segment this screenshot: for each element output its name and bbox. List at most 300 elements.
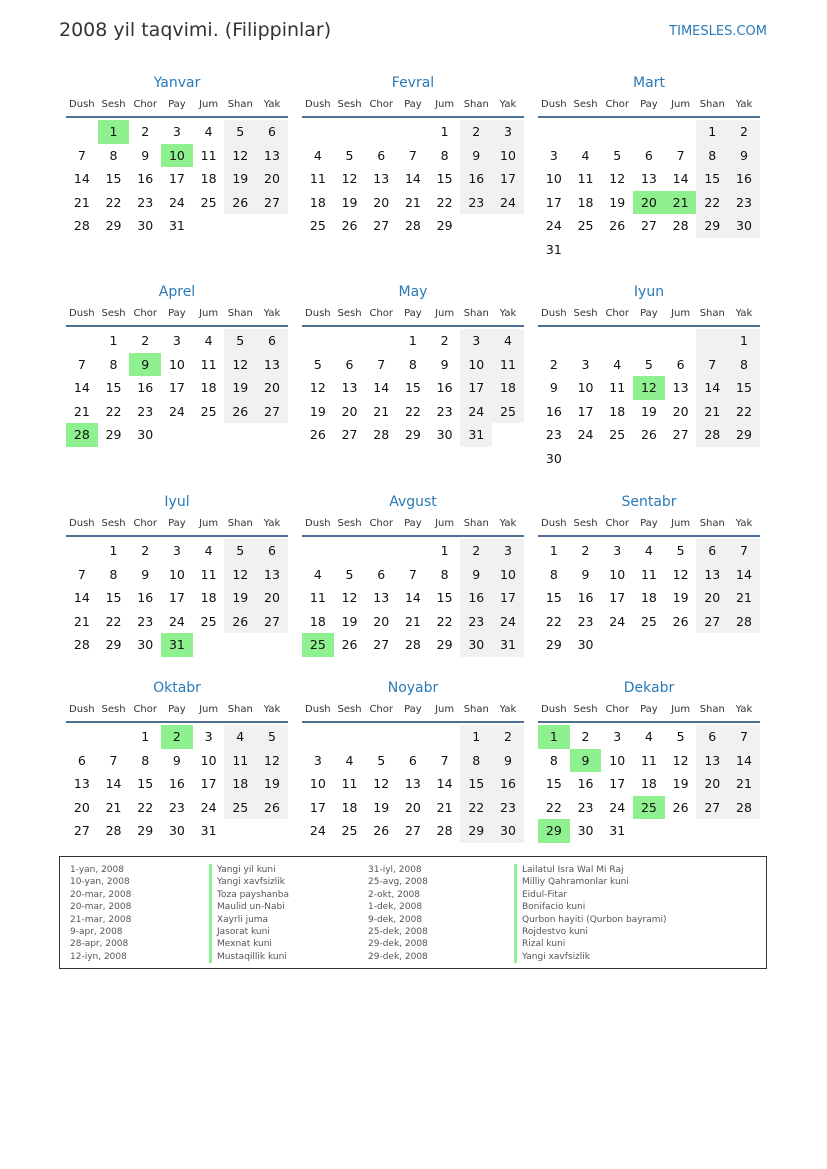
site-link[interactable]: TIMESLES.COM <box>669 24 767 39</box>
day-cell[interactable]: 2 <box>460 120 492 144</box>
day-cell[interactable]: 2 <box>141 124 150 139</box>
day-cell[interactable]: 4 <box>492 329 524 353</box>
day-cell[interactable]: 7 <box>696 353 728 377</box>
day-cell[interactable]: 4 <box>204 333 213 348</box>
day-cell[interactable]: 8 <box>549 752 558 768</box>
day-cell[interactable]: 25 <box>609 427 626 442</box>
day-cell[interactable]: 23 <box>545 427 562 442</box>
day-cell[interactable]: 7 <box>109 752 118 768</box>
day-cell[interactable]: 28 <box>105 823 122 838</box>
day-cell[interactable]: 3 <box>492 120 524 144</box>
day-cell[interactable]: 19 <box>672 590 689 605</box>
day-cell[interactable]: 17 <box>609 590 626 605</box>
day-cell[interactable]: 7 <box>77 356 86 372</box>
day-cell[interactable]: 23 <box>577 799 594 815</box>
day-cell[interactable]: 31 <box>161 633 193 657</box>
day-cell[interactable]: 21 <box>73 403 90 419</box>
day-cell[interactable]: 29 <box>105 218 122 233</box>
day-cell[interactable]: 30 <box>168 823 185 838</box>
day-cell[interactable]: 21 <box>404 613 421 629</box>
day-cell[interactable]: 5 <box>256 725 288 749</box>
day-cell[interactable]: 20 <box>373 613 390 629</box>
day-cell[interactable]: 10 <box>168 566 185 582</box>
day-cell[interactable]: 24 <box>168 403 185 419</box>
day-cell[interactable]: 24 <box>492 191 524 215</box>
day-cell[interactable]: 5 <box>676 543 685 558</box>
day-cell[interactable]: 10 <box>200 752 217 768</box>
day-cell[interactable]: 11 <box>309 590 326 605</box>
day-cell[interactable]: 23 <box>137 403 154 419</box>
day-cell[interactable]: 21 <box>696 400 728 424</box>
day-cell[interactable]: 30 <box>137 218 154 233</box>
day-cell[interactable]: 31 <box>200 823 217 838</box>
day-cell[interactable]: 5 <box>676 729 685 744</box>
day-cell[interactable]: 23 <box>728 191 760 215</box>
day-cell[interactable]: 21 <box>73 194 90 210</box>
day-cell[interactable]: 21 <box>436 799 453 815</box>
day-cell[interactable]: 19 <box>224 167 256 191</box>
day-cell[interactable]: 8 <box>109 356 118 372</box>
day-cell[interactable]: 3 <box>204 729 213 744</box>
day-cell[interactable]: 29 <box>436 218 453 233</box>
day-cell[interactable]: 15 <box>436 590 453 605</box>
day-cell[interactable]: 12 <box>672 566 689 582</box>
day-cell[interactable]: 6 <box>644 147 653 163</box>
day-cell[interactable]: 25 <box>341 823 358 838</box>
day-cell[interactable]: 14 <box>404 590 421 605</box>
day-cell[interactable]: 5 <box>224 120 256 144</box>
day-cell[interactable]: 28 <box>73 637 90 652</box>
day-cell[interactable]: 1 <box>98 120 130 144</box>
day-cell[interactable]: 27 <box>404 823 421 838</box>
day-cell[interactable]: 12 <box>341 171 358 186</box>
day-cell[interactable]: 30 <box>577 823 594 838</box>
day-cell[interactable]: 21 <box>728 586 760 610</box>
day-cell[interactable]: 8 <box>440 147 449 163</box>
day-cell[interactable]: 18 <box>640 590 657 605</box>
day-cell[interactable]: 22 <box>696 191 728 215</box>
day-cell[interactable]: 1 <box>549 543 558 558</box>
day-cell[interactable]: 14 <box>73 590 90 605</box>
day-cell[interactable]: 6 <box>77 752 86 768</box>
day-cell[interactable]: 31 <box>492 633 524 657</box>
day-cell[interactable]: 26 <box>341 637 358 652</box>
day-cell[interactable]: 18 <box>200 171 217 186</box>
day-cell[interactable]: 2 <box>728 120 760 144</box>
day-cell[interactable]: 14 <box>672 171 689 186</box>
day-cell[interactable]: 16 <box>577 776 594 791</box>
day-cell[interactable]: 12 <box>672 752 689 768</box>
day-cell[interactable]: 15 <box>105 590 122 605</box>
day-cell[interactable]: 6 <box>256 120 288 144</box>
day-cell[interactable]: 2 <box>440 333 449 348</box>
day-cell[interactable]: 29 <box>404 427 421 442</box>
day-cell[interactable]: 24 <box>545 218 562 233</box>
day-cell[interactable]: 10 <box>168 356 185 372</box>
day-cell[interactable]: 23 <box>577 613 594 629</box>
day-cell[interactable]: 14 <box>728 749 760 773</box>
day-cell[interactable]: 24 <box>577 427 594 442</box>
day-cell[interactable]: 20 <box>404 799 421 815</box>
day-cell[interactable]: 4 <box>313 147 322 163</box>
day-cell[interactable]: 13 <box>73 776 90 791</box>
day-cell[interactable]: 26 <box>224 400 256 424</box>
day-cell[interactable]: 28 <box>672 218 689 233</box>
day-cell[interactable]: 22 <box>105 403 122 419</box>
day-cell[interactable]: 12 <box>224 144 256 168</box>
day-cell[interactable]: 11 <box>640 566 657 582</box>
day-cell[interactable]: 11 <box>200 356 217 372</box>
day-cell[interactable]: 13 <box>256 563 288 587</box>
day-cell[interactable]: 29 <box>105 427 122 442</box>
day-cell[interactable]: 30 <box>436 427 453 442</box>
day-cell[interactable]: 24 <box>168 613 185 629</box>
day-cell[interactable]: 5 <box>224 329 256 353</box>
day-cell[interactable]: 28 <box>404 637 421 652</box>
day-cell[interactable]: 2 <box>161 725 193 749</box>
day-cell[interactable]: 17 <box>168 171 185 186</box>
day-cell[interactable]: 7 <box>728 725 760 749</box>
day-cell[interactable]: 18 <box>224 772 256 796</box>
day-cell[interactable]: 20 <box>341 403 358 419</box>
day-cell[interactable]: 4 <box>204 543 213 558</box>
day-cell[interactable]: 4 <box>613 356 622 372</box>
day-cell[interactable]: 25 <box>224 796 256 820</box>
day-cell[interactable]: 21 <box>665 191 697 215</box>
day-cell[interactable]: 19 <box>640 403 657 419</box>
day-cell[interactable]: 6 <box>345 356 354 372</box>
day-cell[interactable]: 28 <box>73 218 90 233</box>
day-cell[interactable]: 17 <box>492 167 524 191</box>
day-cell[interactable]: 27 <box>373 637 390 652</box>
day-cell[interactable]: 20 <box>696 772 728 796</box>
day-cell[interactable]: 3 <box>613 543 622 558</box>
day-cell[interactable]: 2 <box>492 725 524 749</box>
day-cell[interactable]: 19 <box>373 799 390 815</box>
day-cell[interactable]: 10 <box>492 144 524 168</box>
day-cell[interactable]: 28 <box>728 796 760 820</box>
day-cell[interactable]: 6 <box>377 566 386 582</box>
day-cell[interactable]: 6 <box>256 329 288 353</box>
day-cell[interactable]: 25 <box>492 400 524 424</box>
day-cell[interactable]: 23 <box>168 799 185 815</box>
day-cell[interactable]: 17 <box>309 799 326 815</box>
day-cell[interactable]: 24 <box>168 194 185 210</box>
day-cell[interactable]: 14 <box>728 563 760 587</box>
day-cell[interactable]: 3 <box>172 333 181 348</box>
day-cell[interactable]: 22 <box>545 613 562 629</box>
day-cell[interactable]: 31 <box>460 423 492 447</box>
day-cell[interactable]: 5 <box>644 356 653 372</box>
day-cell[interactable]: 19 <box>341 613 358 629</box>
day-cell[interactable]: 18 <box>200 380 217 395</box>
day-cell[interactable]: 10 <box>309 776 326 791</box>
day-cell[interactable]: 26 <box>672 613 689 629</box>
day-cell[interactable]: 13 <box>256 353 288 377</box>
day-cell[interactable]: 9 <box>172 752 181 768</box>
day-cell[interactable]: 15 <box>105 171 122 186</box>
day-cell[interactable]: 16 <box>460 586 492 610</box>
day-cell[interactable]: 25 <box>302 633 334 657</box>
day-cell[interactable]: 17 <box>492 586 524 610</box>
day-cell[interactable]: 3 <box>581 356 590 372</box>
day-cell[interactable]: 23 <box>436 403 453 419</box>
day-cell[interactable]: 22 <box>728 400 760 424</box>
day-cell[interactable]: 13 <box>256 144 288 168</box>
day-cell[interactable]: 1 <box>109 333 118 348</box>
day-cell[interactable]: 13 <box>672 380 689 395</box>
day-cell[interactable]: 24 <box>309 823 326 838</box>
day-cell[interactable]: 16 <box>492 772 524 796</box>
day-cell[interactable]: 16 <box>137 171 154 186</box>
day-cell[interactable]: 9 <box>460 563 492 587</box>
day-cell[interactable]: 9 <box>141 147 150 163</box>
day-cell[interactable]: 3 <box>172 124 181 139</box>
day-cell[interactable]: 19 <box>672 776 689 791</box>
day-cell[interactable]: 1 <box>440 124 449 139</box>
day-cell[interactable]: 16 <box>728 167 760 191</box>
day-cell[interactable]: 7 <box>408 147 417 163</box>
day-cell[interactable]: 8 <box>728 353 760 377</box>
day-cell[interactable]: 10 <box>492 563 524 587</box>
day-cell[interactable]: 12 <box>224 563 256 587</box>
day-cell[interactable]: 5 <box>313 356 322 372</box>
day-cell[interactable]: 15 <box>545 776 562 791</box>
day-cell[interactable]: 3 <box>613 729 622 744</box>
day-cell[interactable]: 7 <box>77 566 86 582</box>
day-cell[interactable]: 26 <box>309 427 326 442</box>
day-cell[interactable]: 24 <box>200 799 217 815</box>
day-cell[interactable]: 6 <box>696 725 728 749</box>
day-cell[interactable]: 26 <box>341 218 358 233</box>
day-cell[interactable]: 16 <box>137 590 154 605</box>
day-cell[interactable]: 27 <box>696 796 728 820</box>
day-cell[interactable]: 9 <box>141 566 150 582</box>
day-cell[interactable]: 1 <box>728 329 760 353</box>
day-cell[interactable]: 11 <box>640 752 657 768</box>
day-cell[interactable]: 30 <box>492 819 524 843</box>
day-cell[interactable]: 19 <box>256 772 288 796</box>
day-cell[interactable]: 12 <box>224 353 256 377</box>
day-cell[interactable]: 4 <box>313 566 322 582</box>
day-cell[interactable]: 6 <box>676 356 685 372</box>
day-cell[interactable]: 9 <box>549 380 558 395</box>
day-cell[interactable]: 18 <box>609 403 626 419</box>
day-cell[interactable]: 2 <box>460 539 492 563</box>
day-cell[interactable]: 4 <box>204 124 213 139</box>
day-cell[interactable]: 29 <box>105 637 122 652</box>
day-cell[interactable]: 17 <box>577 403 594 419</box>
day-cell[interactable]: 11 <box>200 147 217 163</box>
day-cell[interactable]: 24 <box>492 610 524 634</box>
day-cell[interactable]: 6 <box>377 147 386 163</box>
day-cell[interactable]: 20 <box>672 403 689 419</box>
day-cell[interactable]: 26 <box>256 796 288 820</box>
day-cell[interactable]: 16 <box>545 403 562 419</box>
day-cell[interactable]: 23 <box>492 796 524 820</box>
day-cell[interactable]: 8 <box>408 356 417 372</box>
day-cell[interactable]: 14 <box>73 171 90 186</box>
day-cell[interactable]: 25 <box>633 796 665 820</box>
day-cell[interactable]: 28 <box>373 427 390 442</box>
day-cell[interactable]: 25 <box>640 613 657 629</box>
day-cell[interactable]: 6 <box>696 539 728 563</box>
day-cell[interactable]: 18 <box>577 194 594 210</box>
day-cell[interactable]: 18 <box>309 194 326 210</box>
day-cell[interactable]: 15 <box>404 380 421 395</box>
day-cell[interactable]: 27 <box>672 427 689 442</box>
day-cell[interactable]: 18 <box>309 613 326 629</box>
day-cell[interactable]: 15 <box>545 590 562 605</box>
day-cell[interactable]: 11 <box>609 380 626 395</box>
day-cell[interactable]: 12 <box>633 376 665 400</box>
day-cell[interactable]: 18 <box>341 799 358 815</box>
day-cell[interactable]: 7 <box>77 147 86 163</box>
day-cell[interactable]: 30 <box>460 633 492 657</box>
day-cell[interactable]: 11 <box>200 566 217 582</box>
day-cell[interactable]: 3 <box>172 543 181 558</box>
day-cell[interactable]: 31 <box>609 823 626 838</box>
day-cell[interactable]: 18 <box>200 590 217 605</box>
day-cell[interactable]: 30 <box>728 214 760 238</box>
day-cell[interactable]: 19 <box>309 403 326 419</box>
day-cell[interactable]: 16 <box>137 380 154 395</box>
day-cell[interactable]: 9 <box>129 353 161 377</box>
day-cell[interactable]: 7 <box>728 539 760 563</box>
day-cell[interactable]: 14 <box>436 776 453 791</box>
day-cell[interactable]: 17 <box>168 380 185 395</box>
day-cell[interactable]: 9 <box>570 749 602 773</box>
day-cell[interactable]: 8 <box>460 749 492 773</box>
day-cell[interactable]: 1 <box>141 729 150 744</box>
day-cell[interactable]: 22 <box>545 799 562 815</box>
day-cell[interactable]: 22 <box>436 194 453 210</box>
day-cell[interactable]: 21 <box>404 194 421 210</box>
day-cell[interactable]: 21 <box>105 799 122 815</box>
day-cell[interactable]: 29 <box>545 637 562 652</box>
day-cell[interactable]: 30 <box>545 450 562 466</box>
day-cell[interactable]: 15 <box>460 772 492 796</box>
day-cell[interactable]: 21 <box>73 613 90 629</box>
day-cell[interactable]: 16 <box>460 167 492 191</box>
day-cell[interactable]: 10 <box>609 566 626 582</box>
day-cell[interactable]: 26 <box>224 610 256 634</box>
day-cell[interactable]: 15 <box>105 380 122 395</box>
day-cell[interactable]: 9 <box>492 749 524 773</box>
day-cell[interactable]: 28 <box>436 823 453 838</box>
day-cell[interactable]: 10 <box>545 171 562 186</box>
day-cell[interactable]: 12 <box>373 776 390 791</box>
day-cell[interactable]: 22 <box>137 799 154 815</box>
day-cell[interactable]: 2 <box>581 543 590 558</box>
day-cell[interactable]: 22 <box>105 613 122 629</box>
day-cell[interactable]: 29 <box>728 423 760 447</box>
day-cell[interactable]: 8 <box>109 566 118 582</box>
day-cell[interactable]: 1 <box>460 725 492 749</box>
day-cell[interactable]: 17 <box>545 194 562 210</box>
day-cell[interactable]: 7 <box>440 752 449 768</box>
day-cell[interactable]: 17 <box>200 776 217 791</box>
day-cell[interactable]: 4 <box>345 752 354 768</box>
day-cell[interactable]: 13 <box>404 776 421 791</box>
day-cell[interactable]: 24 <box>609 613 626 629</box>
day-cell[interactable]: 29 <box>696 214 728 238</box>
day-cell[interactable]: 2 <box>141 543 150 558</box>
day-cell[interactable]: 3 <box>460 329 492 353</box>
day-cell[interactable]: 23 <box>460 191 492 215</box>
day-cell[interactable]: 29 <box>436 637 453 652</box>
day-cell[interactable]: 30 <box>137 637 154 652</box>
day-cell[interactable]: 19 <box>341 194 358 210</box>
day-cell[interactable]: 6 <box>408 752 417 768</box>
day-cell[interactable]: 12 <box>309 380 326 395</box>
day-cell[interactable]: 3 <box>492 539 524 563</box>
day-cell[interactable]: 3 <box>313 752 322 768</box>
day-cell[interactable]: 19 <box>224 586 256 610</box>
day-cell[interactable]: 1 <box>109 543 118 558</box>
day-cell[interactable]: 27 <box>256 610 288 634</box>
day-cell[interactable]: 23 <box>137 613 154 629</box>
day-cell[interactable]: 9 <box>581 566 590 582</box>
day-cell[interactable]: 11 <box>492 353 524 377</box>
day-cell[interactable]: 7 <box>408 566 417 582</box>
day-cell[interactable]: 3 <box>549 147 558 163</box>
day-cell[interactable]: 21 <box>728 772 760 796</box>
day-cell[interactable]: 19 <box>609 194 626 210</box>
day-cell[interactable]: 16 <box>577 590 594 605</box>
day-cell[interactable]: 26 <box>609 218 626 233</box>
day-cell[interactable]: 20 <box>373 194 390 210</box>
day-cell[interactable]: 13 <box>640 171 657 186</box>
day-cell[interactable]: 5 <box>613 147 622 163</box>
day-cell[interactable]: 7 <box>377 356 386 372</box>
day-cell[interactable]: 5 <box>224 539 256 563</box>
day-cell[interactable]: 11 <box>577 171 594 186</box>
day-cell[interactable]: 16 <box>436 380 453 395</box>
day-cell[interactable]: 16 <box>168 776 185 791</box>
day-cell[interactable]: 12 <box>341 590 358 605</box>
day-cell[interactable]: 26 <box>672 799 689 815</box>
day-cell[interactable]: 20 <box>256 376 288 400</box>
day-cell[interactable]: 20 <box>256 586 288 610</box>
day-cell[interactable]: 25 <box>577 218 594 233</box>
day-cell[interactable]: 15 <box>137 776 154 791</box>
day-cell[interactable]: 29 <box>460 819 492 843</box>
day-cell[interactable]: 1 <box>696 120 728 144</box>
day-cell[interactable]: 14 <box>404 171 421 186</box>
day-cell[interactable]: 14 <box>373 380 390 395</box>
day-cell[interactable]: 12 <box>256 749 288 773</box>
day-cell[interactable]: 17 <box>460 376 492 400</box>
day-cell[interactable]: 9 <box>460 144 492 168</box>
day-cell[interactable]: 23 <box>137 194 154 210</box>
day-cell[interactable]: 27 <box>341 427 358 442</box>
day-cell[interactable]: 30 <box>137 427 154 442</box>
day-cell[interactable]: 26 <box>640 427 657 442</box>
day-cell[interactable]: 22 <box>105 194 122 210</box>
day-cell[interactable]: 8 <box>549 566 558 582</box>
day-cell[interactable]: 4 <box>581 147 590 163</box>
day-cell[interactable]: 20 <box>256 167 288 191</box>
day-cell[interactable]: 21 <box>373 403 390 419</box>
day-cell[interactable]: 9 <box>440 356 449 372</box>
day-cell[interactable]: 13 <box>373 171 390 186</box>
day-cell[interactable]: 13 <box>696 749 728 773</box>
day-cell[interactable]: 24 <box>460 400 492 424</box>
day-cell[interactable]: 10 <box>161 144 193 168</box>
day-cell[interactable]: 14 <box>696 376 728 400</box>
day-cell[interactable]: 8 <box>141 752 150 768</box>
